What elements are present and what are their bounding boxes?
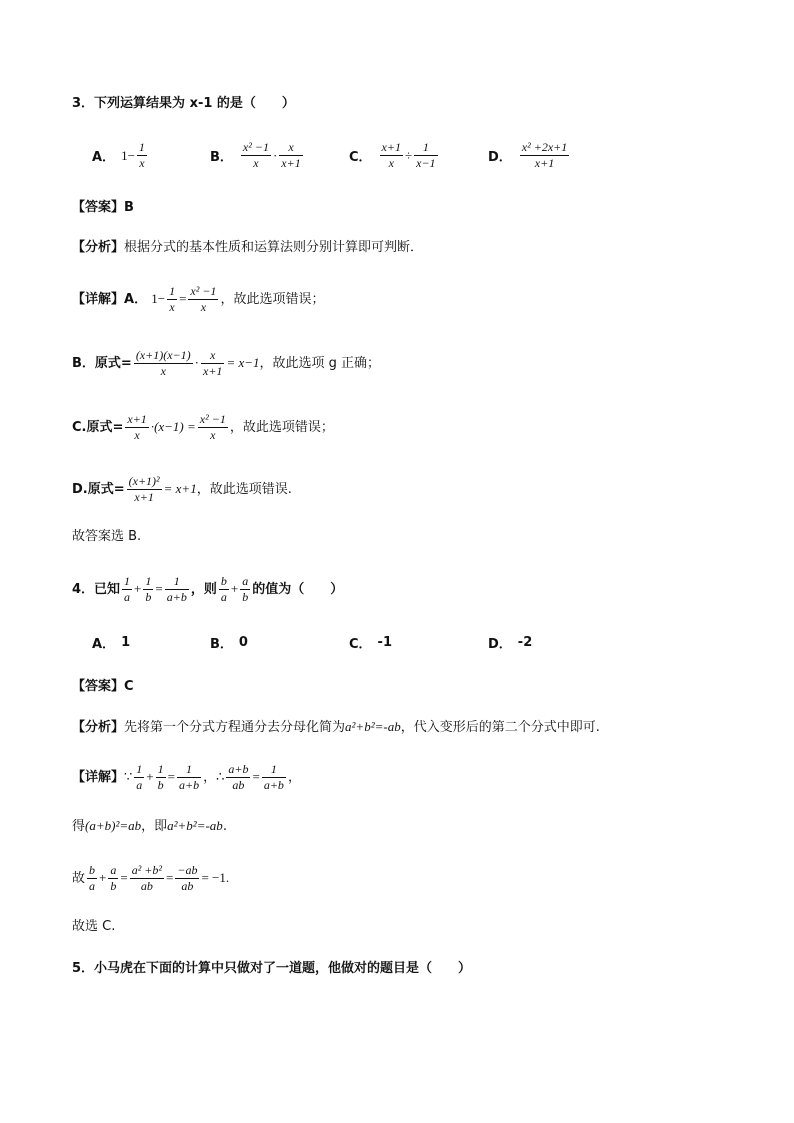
- numerator: 1: [145, 574, 152, 588]
- option-label: A．: [92, 150, 116, 165]
- analysis-tag: 【分析】: [72, 720, 125, 735]
- answer-value: B: [124, 200, 134, 215]
- denominator: a: [124, 590, 131, 604]
- numerator: x+1: [381, 140, 401, 154]
- operator: =: [120, 870, 128, 885]
- denominator: x−1: [416, 156, 436, 170]
- denominator: a: [136, 778, 143, 792]
- fraction: [177, 762, 201, 793]
- option-value: 0: [238, 635, 248, 650]
- q3-options: [92, 140, 571, 171]
- numerator: x² −1: [242, 140, 269, 154]
- option-value: 1: [121, 635, 131, 650]
- q4-detail-2: [72, 819, 227, 833]
- numerator: 1: [177, 762, 201, 778]
- operator: +: [134, 581, 142, 596]
- detail-label: D.原式=: [72, 482, 125, 497]
- fraction: [165, 574, 189, 605]
- q3-conclusion: 故答案选 B.: [72, 529, 142, 544]
- denominator: x: [160, 364, 166, 378]
- denominator: x: [253, 156, 259, 170]
- denominator: x+1: [534, 156, 555, 170]
- option-label: A．: [92, 637, 116, 652]
- operator: =: [155, 581, 163, 596]
- math-text: ·(x−1) =: [150, 419, 196, 434]
- fraction: [279, 140, 302, 171]
- numerator: −ab: [177, 863, 198, 877]
- denominator: x: [210, 428, 216, 442]
- q3-option-d: [488, 140, 571, 171]
- numerator: b: [89, 863, 96, 877]
- math-text: =: [179, 291, 187, 306]
- option-label: C．: [349, 637, 372, 652]
- q3-option-a: [92, 140, 210, 171]
- q3-option-b: [210, 140, 349, 171]
- q3-detail-b: [72, 348, 380, 379]
- q3-detail-d: [72, 474, 292, 505]
- denominator: x: [134, 428, 140, 442]
- detail-text: ，∴: [203, 770, 225, 785]
- operator: =: [166, 870, 174, 885]
- q3-option-c: [349, 140, 488, 171]
- q3-answer: [72, 201, 134, 214]
- detail-text: ，故此选项错误.: [196, 482, 292, 497]
- option-value: -2: [517, 635, 533, 650]
- answer-tag: 【答案】: [72, 679, 125, 694]
- q5-stem: 5．小马虎在下面的计算中只做对了一道题，他做对的题目是（ ）: [72, 961, 472, 976]
- numerator: x: [279, 140, 302, 156]
- detail-text: ，即: [141, 819, 168, 834]
- analysis-text: ，代入变形后的第二个分式中即可.: [400, 720, 600, 735]
- detail-text: ，: [287, 770, 301, 785]
- denominator: x+1: [203, 364, 223, 378]
- detail-text: ，故此选项错误；: [220, 292, 325, 307]
- math-text: = −1.: [201, 870, 230, 885]
- fraction: [87, 863, 97, 894]
- q3-detail-c: [72, 412, 334, 443]
- stem-text: ，则: [190, 582, 217, 597]
- denominator: a+b: [263, 778, 284, 792]
- denominator: a+b: [178, 778, 200, 792]
- math-text: ∵: [124, 769, 133, 784]
- denominator: b: [242, 590, 249, 604]
- detail-text: .: [222, 819, 227, 834]
- q4-stem: [72, 574, 343, 605]
- denominator: a+b: [166, 590, 187, 604]
- math-text: 1−: [121, 147, 135, 163]
- fraction: [219, 574, 229, 605]
- fraction: [226, 762, 250, 793]
- numerator: 1: [165, 574, 189, 590]
- denominator: x: [200, 300, 207, 314]
- fraction: [201, 348, 224, 379]
- detail-tag: 【详解】: [72, 292, 125, 307]
- numerator: x: [201, 348, 224, 364]
- numerator: 1: [262, 762, 286, 778]
- numerator: 1: [136, 762, 143, 776]
- math-text: 1−: [151, 291, 166, 306]
- fraction: [130, 863, 164, 894]
- denominator: b: [145, 590, 152, 604]
- answer-tag: 【答案】: [72, 200, 125, 215]
- fraction: [262, 762, 286, 793]
- option-label: B．: [210, 150, 233, 165]
- numerator: a: [242, 574, 249, 588]
- numerator: 1: [138, 140, 145, 154]
- q4-detail-3: [72, 863, 229, 894]
- denominator: b: [110, 879, 117, 893]
- analysis-text: 根据分式的基本性质和运算法则分别计算即可判断．: [124, 240, 424, 255]
- option-label: C．: [349, 150, 372, 165]
- fraction: [188, 284, 218, 315]
- fraction: [134, 762, 144, 793]
- denominator: ab: [181, 879, 194, 893]
- option-label: D．: [488, 637, 512, 652]
- denominator: x: [139, 156, 145, 170]
- option-value: -1: [377, 635, 392, 650]
- fraction: [108, 863, 118, 894]
- numerator: 1: [414, 140, 437, 156]
- fraction: [520, 140, 569, 171]
- numerator: a+b: [228, 762, 249, 776]
- detail-text: ，故此选项错误；: [229, 420, 334, 435]
- detail-text: 得: [72, 819, 86, 834]
- math-text: = x−1: [226, 355, 260, 370]
- fraction: [380, 140, 403, 171]
- detail-label: B．原式=: [72, 356, 132, 371]
- fraction: [167, 284, 177, 315]
- q4-option-d: [488, 633, 532, 652]
- q4-detail-1: [72, 762, 301, 793]
- numerator: x² +2x+1: [521, 140, 568, 154]
- fraction: [143, 574, 153, 605]
- fraction: [125, 412, 148, 443]
- denominator: a: [89, 879, 96, 893]
- operator: ·: [194, 355, 199, 370]
- q4-conclusion: 故选 C.: [72, 919, 116, 934]
- detail-text: 故: [72, 871, 86, 886]
- numerator: 1: [157, 762, 164, 776]
- operator: +: [99, 870, 107, 885]
- fraction: [414, 140, 437, 171]
- denominator: a: [220, 590, 227, 604]
- answer-value: C: [124, 679, 134, 694]
- fraction: [134, 348, 193, 379]
- numerator: a: [110, 863, 117, 877]
- numerator: 1: [169, 284, 176, 298]
- fraction: [137, 140, 147, 171]
- numerator: b: [220, 574, 227, 588]
- math-text: a²+b²=-ab: [167, 818, 223, 833]
- option-label: D．: [488, 150, 512, 165]
- fraction: [122, 574, 132, 605]
- fraction: [127, 474, 162, 505]
- numerator: (x+1)(x−1): [135, 348, 191, 362]
- fraction: [240, 574, 250, 605]
- operator: +: [146, 769, 154, 784]
- stem-text: 的值为（ ）: [252, 582, 344, 597]
- denominator: b: [157, 778, 164, 792]
- denominator: x+1: [281, 156, 301, 170]
- detail-label: A．: [124, 292, 148, 307]
- numerator: x+1: [127, 412, 147, 426]
- detail-text: ，故此选项 g 正确；: [259, 356, 381, 371]
- operator: =: [252, 769, 260, 784]
- numerator: x² −1: [190, 284, 217, 298]
- denominator: x: [388, 156, 394, 170]
- q4-answer: [72, 680, 134, 693]
- operator: ·: [272, 147, 278, 163]
- q4-option-c: [349, 633, 488, 652]
- numerator: a² +b²: [131, 863, 162, 877]
- q4-analysis: [72, 720, 600, 734]
- operator: ÷: [404, 147, 413, 163]
- q4-options: [92, 633, 532, 652]
- q3-stem: 3．下列运算结果为 x-1 的是（ ）: [72, 96, 295, 111]
- fraction: [175, 863, 199, 894]
- option-label: B．: [210, 637, 233, 652]
- analysis-tag: 【分析】: [72, 240, 125, 255]
- math-text: = x+1: [163, 481, 197, 496]
- denominator: ab: [140, 879, 153, 893]
- denominator: x+1: [134, 490, 154, 504]
- q3-analysis: [72, 241, 423, 254]
- fraction: [198, 412, 228, 443]
- q3-detail-a: [72, 284, 324, 315]
- detail-label: C.原式=: [72, 420, 124, 435]
- q4-option-a: [92, 633, 210, 652]
- denominator: ab: [232, 778, 245, 792]
- q4-option-b: [210, 633, 349, 652]
- numerator: (x+1)²: [128, 474, 160, 488]
- math-text: (a+b)²=ab: [85, 818, 142, 833]
- numerator: x² −1: [199, 412, 226, 426]
- numerator: 1: [124, 574, 131, 588]
- operator: =: [167, 769, 175, 784]
- fraction: [156, 762, 166, 793]
- stem-text: 4．已知: [72, 582, 121, 597]
- operator: +: [230, 581, 239, 596]
- detail-tag: 【详解】: [72, 770, 125, 785]
- math-text: a²+b²=-ab: [345, 719, 401, 734]
- analysis-text: 先将第一个分式方程通分去分母化简为: [124, 720, 346, 735]
- fraction: [241, 140, 271, 171]
- denominator: x: [169, 300, 175, 314]
